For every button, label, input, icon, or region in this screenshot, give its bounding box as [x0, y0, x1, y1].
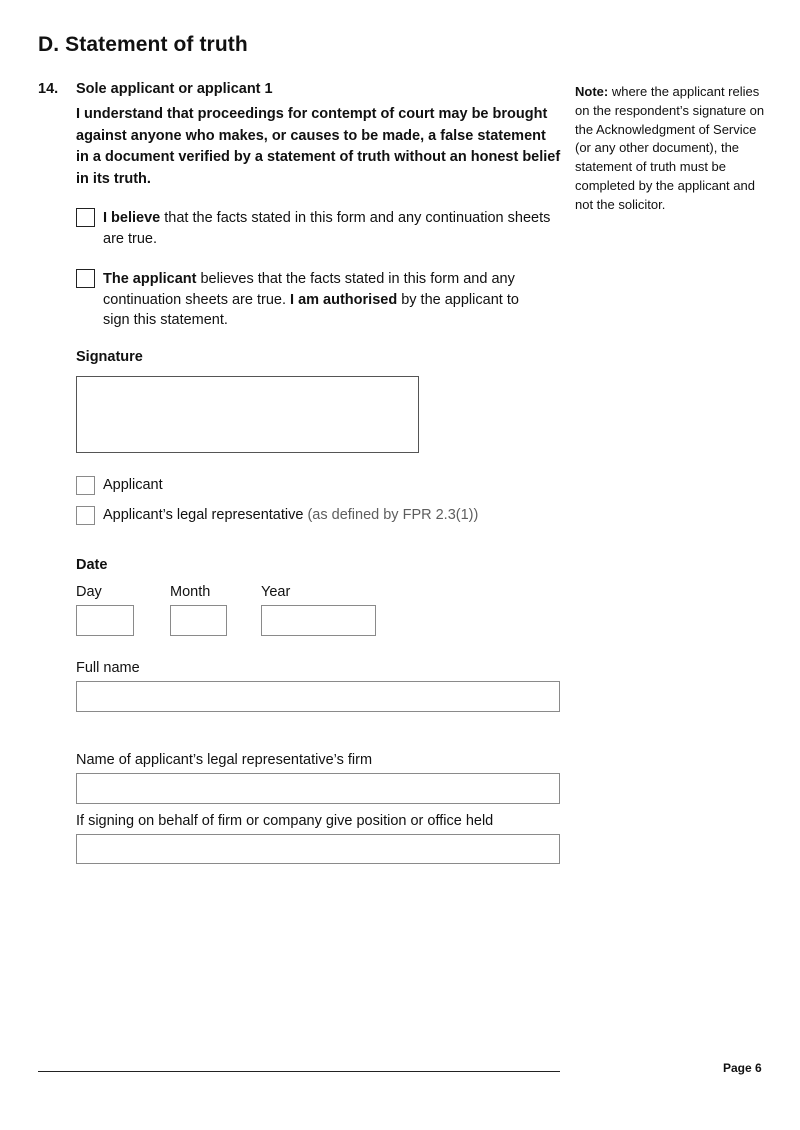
fpr-definition-note: (as defined by FPR 2.3(1)) [307, 507, 479, 523]
date-label: Date [76, 557, 108, 573]
contempt-warning-text: I understand that proceedings for contempt of court may be brought against anyone who makes, or causes to be made, a false statement in a document verified by a statement of truth without an honest belief in its truth. [76, 106, 561, 187]
signature-label: Signature [76, 349, 143, 365]
firm-name-label: Name of applicant’s legal representative’s firm [76, 752, 373, 768]
i-believe-rest: that the facts stated in this form and any continuation sheets are true. [103, 210, 551, 247]
legal-representative-text: Applicant’s legal representative [103, 507, 308, 523]
section-title: D. Statement of truth [38, 33, 248, 56]
i-believe-checkbox[interactable] [76, 208, 95, 227]
signature-box[interactable] [76, 376, 419, 453]
applicant-role-label: Applicant [103, 477, 163, 493]
applicant-role-checkbox[interactable] [76, 476, 95, 495]
month-label: Month [170, 584, 211, 600]
full-name-label: Full name [76, 660, 140, 676]
authorised-bold: I am authorised [290, 291, 398, 308]
position-label: If signing on behalf of firm or company give position or office held [76, 813, 494, 829]
year-input[interactable] [261, 605, 376, 636]
note-text: where the applicant relies on the respondent’s signature on the Acknowledgment of Service (or any other document), the statement of truth must be completed by the applicant and not the solicitor. [575, 84, 765, 212]
applicant-bold: The applicant [103, 271, 197, 287]
day-label: Day [76, 584, 102, 600]
applicant-believes-option-text [103, 269, 548, 331]
authorised-rest: by the applicant to sign this statement. [103, 291, 519, 328]
page-number: Page 6 [723, 1061, 762, 1075]
day-input[interactable] [76, 605, 134, 636]
legal-representative-label [103, 507, 478, 523]
firm-name-input[interactable] [76, 773, 560, 804]
question-number: 14. [38, 81, 59, 97]
applicant-rest: believes that the facts stated in this form and any continuation sheets are true. [103, 271, 515, 308]
legal-representative-checkbox[interactable] [76, 506, 95, 525]
year-label: Year [261, 584, 291, 600]
full-name-input[interactable] [76, 681, 560, 712]
note-label: Note: [575, 84, 609, 99]
i-believe-bold: I believe [103, 210, 161, 226]
question-title: Sole applicant or applicant 1 [76, 81, 273, 97]
applicant-believes-checkbox[interactable] [76, 269, 95, 288]
side-note [575, 83, 765, 215]
position-input[interactable] [76, 834, 560, 864]
month-input[interactable] [170, 605, 227, 636]
footer-rule [38, 1071, 560, 1072]
i-believe-option-text [103, 208, 561, 249]
